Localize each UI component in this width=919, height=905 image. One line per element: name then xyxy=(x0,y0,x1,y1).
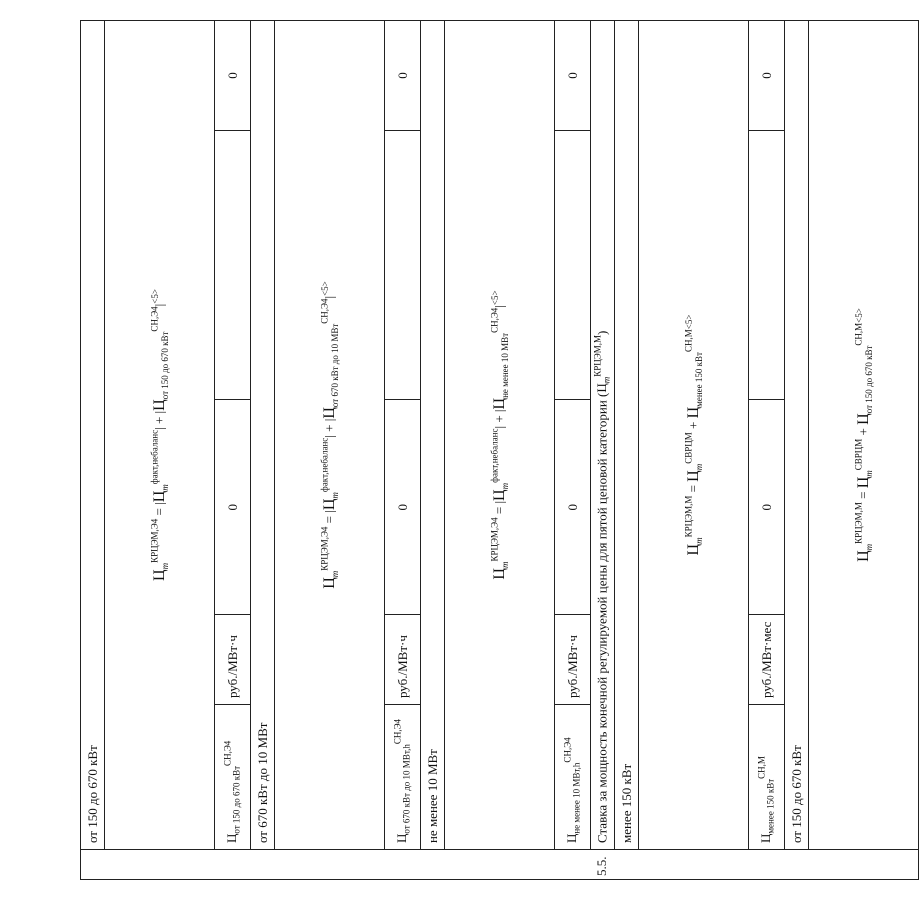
row-unit-10mw: руб./МВт·ч xyxy=(555,615,591,705)
section-55-title: Ставка за мощность конечной регулируемой цены для пятой ценовой категории $(Ц_m^{КРЦЭМ,М})$ xyxy=(591,21,615,850)
section-55-sub-150-670: от 150 до 670 кВт xyxy=(785,21,809,850)
row-extra-55-150: 0 xyxy=(749,21,785,131)
section-55-sub-150: менее 150 кВт xyxy=(615,21,639,850)
formula-55-150: $Ц_m^{КРЦЭМ,М} = Ц_m^{СВРЦМ} + Ц_{менее 150 кВт}^{СН,М<5>}$ xyxy=(639,21,749,850)
formula-10mw: $Ц_m^{КРЦЭМ,Э4} = |Ц_m^{факт,небаланс}| + |Ц_{не менее 10 МВт}^{СН,Э4}|^{<5>}$ xyxy=(445,21,555,850)
row-label-150-670: $Ц_{от 150 до 670 кВт}^{СН,Э4}$ xyxy=(215,705,251,850)
row-label-670-10: $Ц_{от 670 кВт до 10 МВт,h}^{СН,Э4}$ xyxy=(385,705,421,850)
row-gap-55-150 xyxy=(749,130,785,400)
row-extra-10mw: 0 xyxy=(555,21,591,131)
row-gap-670-10 xyxy=(385,130,421,400)
row-value-10mw: 0 xyxy=(555,400,591,615)
row-unit-670-10: руб./МВт·ч xyxy=(385,615,421,705)
section-title-10mw: не менее 10 МВт xyxy=(421,21,445,850)
tariff-table xyxy=(80,20,919,880)
section-55-number: 5.5. xyxy=(594,856,609,876)
section-title-670-10: от 670 кВт до 10 МВт xyxy=(251,21,275,850)
row-unit-55-150: руб./МВт·мес xyxy=(749,615,785,705)
num-cell xyxy=(81,850,919,880)
formula-55-150-670: $Ц_m^{КРЦЭМ,М} = Ц_m^{СВРЦМ} + Ц_{от 150 до 670 кВт}^{СН,М<5>}$ xyxy=(809,21,919,850)
rotated-table-stage xyxy=(80,20,874,880)
row-gap-150-670 xyxy=(215,130,251,400)
formula-150-670: $Ц_m^{КРЦЭМ,Э4} = |Ц_m^{факт,небаланс}| + |Ц_{от 150 до 670 кВт}^{СН,Э4}|^{<5>}$ xyxy=(105,21,215,850)
row-value-670-10: 0 xyxy=(385,400,421,615)
formula-670-10: $Ц_m^{КРЦЭМ,Э4} = |Ц_m^{факт,небаланс}| + |Ц_{от 670 кВт до 10 МВт}^{СН,Э4}|^{<5>}$ xyxy=(275,21,385,850)
row-label-55-150: $Ц_{менее 150 кВт}^{СН,М}$ xyxy=(749,705,785,850)
row-gap-10mw xyxy=(555,130,591,400)
section-title-150-670: от 150 до 670 кВт xyxy=(81,21,105,850)
row-label-10mw: $Ц_{не менее 10 МВт,h}^{СН,Э4}$ xyxy=(555,705,591,850)
row-unit-150-670: руб./МВт·ч xyxy=(215,615,251,705)
row-extra-150-670: 0 xyxy=(215,21,251,131)
row-extra-670-10: 0 xyxy=(385,21,421,131)
row-value-55-150: 0 xyxy=(749,400,785,615)
row-value-150-670: 0 xyxy=(215,400,251,615)
